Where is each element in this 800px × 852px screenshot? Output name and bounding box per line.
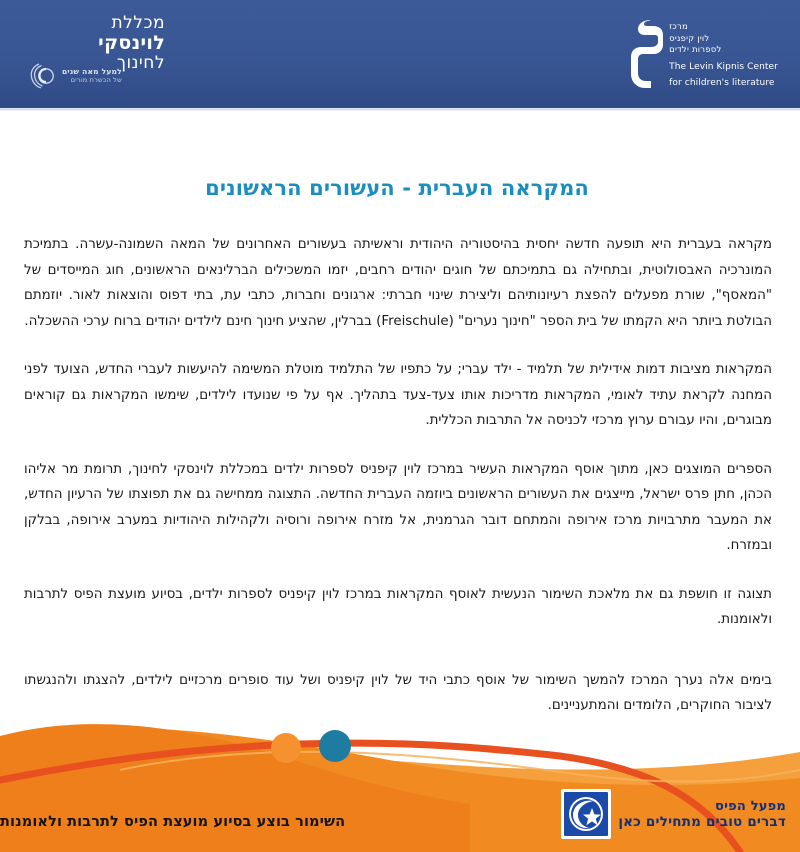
- levinsky-logo-line2: לוינסקי: [98, 32, 165, 54]
- preservation-credit-text: השימור בוצע בסיוע מועצת הפיס לתרבות ולאומנות: [0, 814, 346, 830]
- kipnis-hebrew-letter-icon: [629, 18, 663, 90]
- page-footer: [0, 722, 800, 852]
- pais-logo-line2: דברים טובים מתחילים כאן: [618, 813, 786, 830]
- kipnis-en-line2: for children's literature: [669, 77, 775, 88]
- paragraph-4: תצוגה זו חושפת גם את מלאכת השימור הנעשית לאוסף המקראות במרכז לוין קיפניס לספרות ילדים, בסיוע מועצת הפיס לתרבות ולאומנות.: [24, 586, 772, 627]
- article-body: [24, 232, 772, 719]
- pais-logo-text: [618, 799, 786, 830]
- header-divider: [0, 108, 800, 111]
- levinsky-tagline-text: [62, 68, 122, 84]
- kipnis-logo-text: [669, 18, 778, 89]
- kipnis-he-line1: מרכז: [669, 22, 688, 32]
- paragraph-1: מקראה בעברית היא תופעה חדשה יחסית בהיסטוריה היהודית וראשיתה בעשורים האחרונים של המאה השמונה-עשרה. בתמיכת המונרכיה האבסולוטית, ובתחילה גם בתמיכתם של חוגים יהודים רחבים, יזמו המשכילים הברלינאים הראשונים, חוג המייסדים של "המאסף", שורת מפעלים להפצת רעיונותיהם וליצירת שינוי חברתי: ארגונים וחברות, כתבי עת, בתי דפוס והוצאות לאור. יוזמתם הבולטת ביותר היא הקמתו של בית הספר "חינוך נערים" (Freischule) בברלין, שהציע חינוך חינם לילדים יהודים ברוח ערכי ההשכלה.: [24, 237, 772, 329]
- levinsky-tagline-line2: של הכשרת מורים: [70, 75, 122, 84]
- kipnis-en-line1: The Levin Kipnis Center: [669, 61, 778, 72]
- paragraph-2: המקראות מציבות דמות אידילית של תלמיד - ילד עברי; על כתפיו של התלמיד מוטלת המשימה להיעשות לעברי החדש, הצועד לפני המחנה לקראת עתיד לאומי, המקראות מדריכות אותו צעד-צעד בתהליך. אף על פי שנועדו לילדים, שימשו המקראות גם קוראים מבוגרים, והיו עבורם ערוץ מרכזי לכניסה אל התרבות הכללית.: [24, 362, 772, 428]
- circle-orange: [271, 733, 301, 763]
- levinsky-logo-line3: לחינוך: [116, 53, 165, 73]
- kipnis-he-line3: לספרות ילדים: [669, 45, 722, 55]
- pais-crescent-star-icon: [560, 788, 612, 840]
- levinsky-logo-line1: מכללת: [111, 13, 165, 33]
- levinsky-tagline-line1: למעל מאה שנים: [62, 66, 122, 76]
- levinsky-logo-tagline: [30, 62, 165, 89]
- page-title: המקראה העברית - העשורים הראשונים: [205, 176, 589, 200]
- mifal-hapais-logo: [560, 788, 786, 840]
- circle-teal: [319, 730, 351, 762]
- pais-logo-line1: מפעל הפיס: [715, 798, 786, 814]
- paragraph-3: הספרים המוצגים כאן, מתוך אוסף המקראות העשיר במרכז לוין קיפניס לספרות ילדים במכללת לוינסקי לחינוך, תרומת מר אליהו הכהן, חתן פרס ישראל, מייצגים את העשורים הראשונים ביוזמה העברית החדשה. התצוגה ממחישה גם את תפוצתו של הרעיון החדש, את המעבר מתרבויות מרכז אירופה והמתחם דובר הגרמנית, אל מזרח אירופה ורוסיה ולקהילות היהודיות במערב אירופה, בבלקן ובמזרח.: [24, 461, 772, 553]
- paragraph-5: בימים אלה נערך המרכז להמשך השימור של אוסף כתבי היד של לוין קיפניס ושל עוד סופרים מרכזיים לילדים, להצגתו ולהנגשתו לציבור החוקרים, הלומדים והמתעניינים.: [24, 672, 772, 713]
- levin-kipnis-center-logo: [629, 18, 778, 90]
- kipnis-he-line2: לוין קיפניס: [669, 33, 710, 44]
- levinsky-spiral-icon: [30, 62, 57, 89]
